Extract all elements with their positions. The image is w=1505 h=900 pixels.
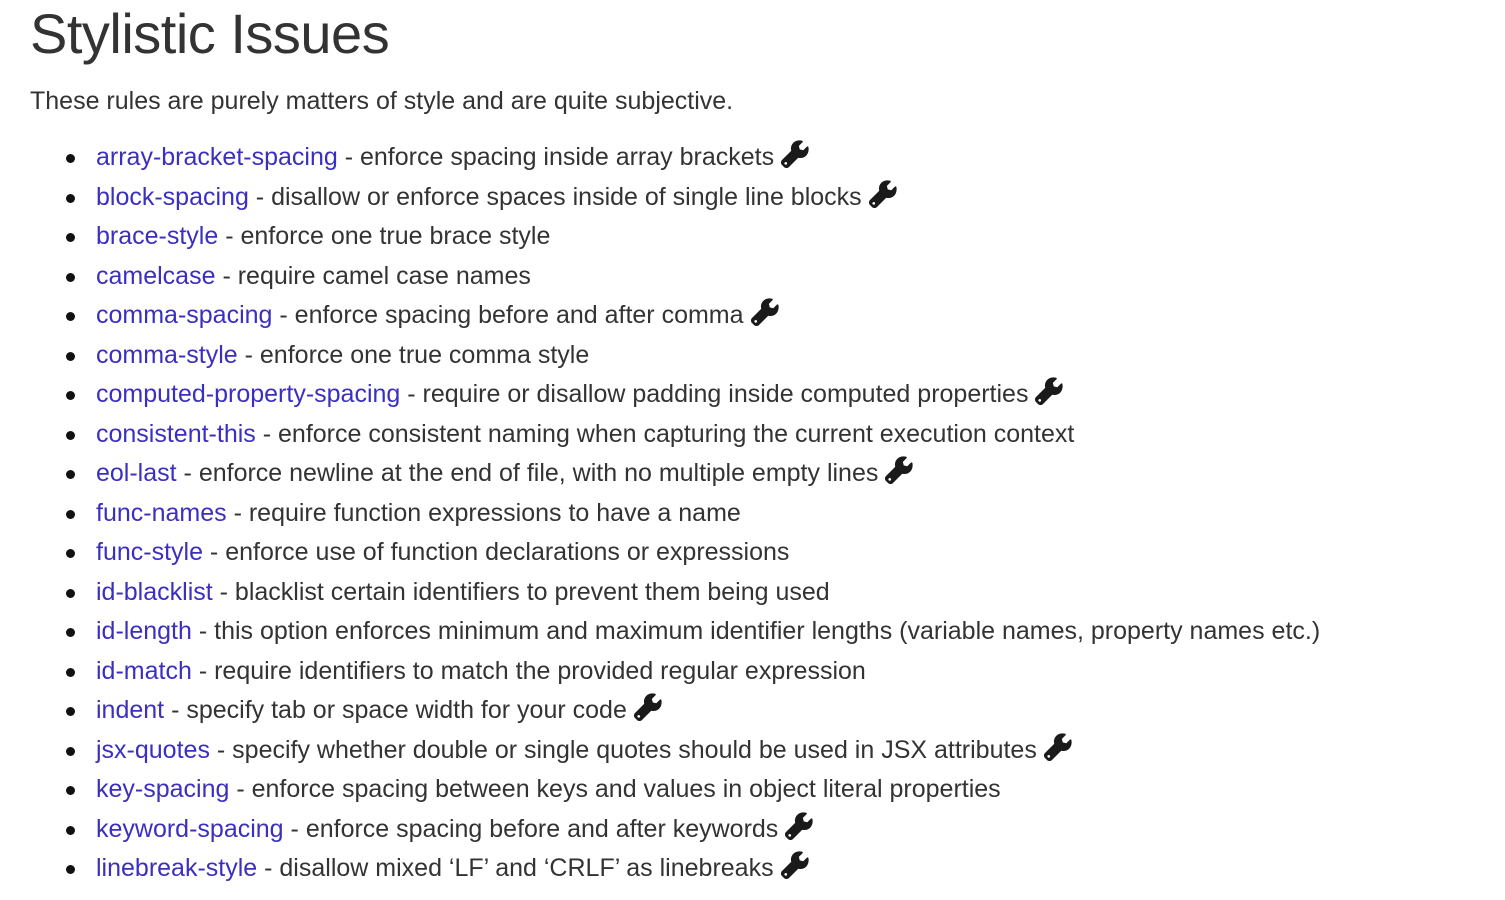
rule-separator: - bbox=[226, 498, 249, 527]
rule-item-jsx-quotes bbox=[30, 731, 1490, 771]
page-title: Stylistic Issues bbox=[30, 2, 390, 65]
rule-description: disallow mixed ‘LF’ and ‘CRLF’ as linebreaks bbox=[279, 854, 774, 882]
rule-item-func-names bbox=[30, 494, 1490, 534]
rule-link-id-match[interactable]: id-match bbox=[96, 656, 192, 685]
rule-description: enforce spacing before and after comma bbox=[294, 301, 744, 329]
rule-description: enforce consistent naming when capturing the current execution context bbox=[278, 419, 1075, 448]
bullet-icon bbox=[66, 786, 75, 795]
wrench-icon bbox=[884, 455, 914, 485]
rule-separator: - bbox=[255, 419, 279, 448]
rule-separator: - bbox=[164, 696, 187, 724]
bullet-icon bbox=[66, 510, 75, 519]
rule-link-jsx-quotes[interactable]: jsx-quotes bbox=[96, 735, 210, 764]
rule-link-key-spacing[interactable]: key-spacing bbox=[96, 775, 230, 803]
rule-link-indent[interactable]: indent bbox=[96, 696, 165, 724]
rule-separator: - bbox=[191, 617, 215, 645]
rule-separator: - bbox=[400, 380, 423, 408]
bullet-icon bbox=[66, 470, 75, 479]
rule-item-eol-last bbox=[30, 454, 1490, 494]
rule-description: disallow or enforce spaces inside of single line blocks bbox=[271, 182, 862, 211]
rule-separator: - bbox=[229, 775, 252, 803]
rule-description: require or disallow padding inside computed properties bbox=[422, 380, 1029, 408]
rule-description: this option enforces minimum and maximum identifier lengths (variable names, property names etc.) bbox=[214, 617, 1321, 645]
rule-separator: - bbox=[202, 538, 226, 566]
rule-description: enforce one true brace style bbox=[240, 222, 551, 250]
rule-separator: - bbox=[215, 261, 238, 290]
rule-link-func-names[interactable]: func-names bbox=[96, 498, 227, 527]
rule-item-keyword-spacing bbox=[30, 810, 1490, 850]
rule-description: require identifiers to match the provided regular expression bbox=[214, 656, 866, 685]
bullet-icon bbox=[66, 865, 75, 874]
rule-item-comma-style bbox=[30, 336, 1490, 376]
rule-separator: - bbox=[209, 735, 233, 764]
rule-description: enforce spacing between keys and values in object literal properties bbox=[251, 775, 1001, 803]
wrench-icon bbox=[633, 692, 663, 722]
rule-link-eol-last[interactable]: eol-last bbox=[96, 459, 177, 487]
rule-item-array-bracket-spacing bbox=[30, 138, 1490, 178]
rule-link-func-style[interactable]: func-style bbox=[96, 538, 203, 566]
rule-link-consistent-this[interactable]: consistent-this bbox=[96, 419, 256, 448]
rule-item-id-match bbox=[30, 652, 1490, 692]
rule-separator: - bbox=[257, 854, 280, 882]
bullet-icon bbox=[66, 549, 75, 558]
rule-item-consistent-this bbox=[30, 415, 1490, 455]
wrench-icon bbox=[780, 850, 810, 880]
rule-description: specify tab or space width for your code bbox=[186, 696, 627, 724]
rule-description: enforce use of function declarations or expressions bbox=[225, 538, 790, 566]
rule-item-block-spacing bbox=[30, 178, 1490, 218]
rule-separator: - bbox=[283, 814, 306, 843]
wrench-icon bbox=[1034, 376, 1064, 406]
rule-separator: - bbox=[176, 459, 199, 487]
rule-description: specify whether double or single quotes should be used in JSX attributes bbox=[232, 735, 1037, 764]
rule-item-comma-spacing bbox=[30, 296, 1490, 336]
rule-item-id-length bbox=[30, 612, 1490, 652]
rule-item-func-style bbox=[30, 533, 1490, 573]
bullet-icon bbox=[66, 668, 75, 677]
rule-item-indent bbox=[30, 691, 1490, 731]
rule-link-id-length[interactable]: id-length bbox=[96, 617, 192, 645]
wrench-icon bbox=[750, 297, 780, 327]
rule-link-block-spacing[interactable]: block-spacing bbox=[96, 182, 249, 211]
rule-description: enforce spacing inside array brackets bbox=[359, 143, 775, 171]
wrench-icon bbox=[868, 179, 898, 209]
rule-item-camelcase bbox=[30, 257, 1490, 297]
rule-item-linebreak-style bbox=[30, 849, 1490, 889]
rules-list bbox=[30, 138, 1490, 889]
bullet-icon bbox=[66, 312, 75, 321]
rule-link-linebreak-style[interactable]: linebreak-style bbox=[96, 854, 258, 882]
bullet-icon bbox=[66, 233, 75, 242]
bullet-icon bbox=[66, 589, 75, 598]
rule-description: enforce one true comma style bbox=[259, 340, 590, 369]
bullet-icon bbox=[66, 628, 75, 637]
rule-separator: - bbox=[237, 340, 260, 369]
rule-item-id-blacklist bbox=[30, 573, 1490, 613]
bullet-icon bbox=[66, 747, 75, 756]
rule-description: require function expressions to have a name bbox=[248, 498, 741, 527]
rule-description: enforce newline at the end of file, with no multiple empty lines bbox=[198, 459, 879, 487]
rule-link-brace-style[interactable]: brace-style bbox=[96, 222, 219, 250]
rule-description: enforce spacing before and after keywords bbox=[305, 814, 779, 843]
rule-separator: - bbox=[272, 301, 295, 329]
rule-link-camelcase[interactable]: camelcase bbox=[96, 261, 216, 290]
bullet-icon bbox=[66, 826, 75, 835]
rule-separator: - bbox=[191, 656, 215, 685]
rule-link-computed-property-spacing[interactable]: computed-property-spacing bbox=[96, 380, 401, 408]
bullet-icon bbox=[66, 273, 75, 282]
bullet-icon bbox=[66, 154, 75, 163]
rule-separator: - bbox=[248, 182, 272, 211]
bullet-icon bbox=[66, 431, 75, 440]
rule-separator: - bbox=[337, 143, 360, 171]
rule-item-key-spacing bbox=[30, 770, 1490, 810]
rule-item-computed-property-spacing bbox=[30, 375, 1490, 415]
rule-description: blacklist certain identifiers to prevent them being used bbox=[234, 577, 830, 606]
bullet-icon bbox=[66, 707, 75, 716]
rule-link-id-blacklist[interactable]: id-blacklist bbox=[96, 577, 213, 606]
rule-item-brace-style bbox=[30, 217, 1490, 257]
rule-link-array-bracket-spacing[interactable]: array-bracket-spacing bbox=[96, 143, 338, 171]
bullet-icon bbox=[66, 352, 75, 361]
bullet-icon bbox=[66, 194, 75, 203]
wrench-icon bbox=[780, 139, 810, 169]
rule-separator: - bbox=[212, 577, 235, 606]
wrench-icon bbox=[1043, 732, 1073, 762]
rule-separator: - bbox=[218, 222, 241, 250]
rule-link-keyword-spacing[interactable]: keyword-spacing bbox=[96, 814, 284, 843]
rule-description: require camel case names bbox=[237, 261, 531, 290]
intro-text: These rules are purely matters of style and are quite subjective. bbox=[30, 87, 734, 115]
bullet-icon bbox=[66, 391, 75, 400]
page-content bbox=[30, 0, 1490, 889]
rule-link-comma-spacing[interactable]: comma-spacing bbox=[96, 301, 273, 329]
wrench-icon bbox=[784, 811, 814, 841]
rule-link-comma-style[interactable]: comma-style bbox=[96, 340, 238, 369]
